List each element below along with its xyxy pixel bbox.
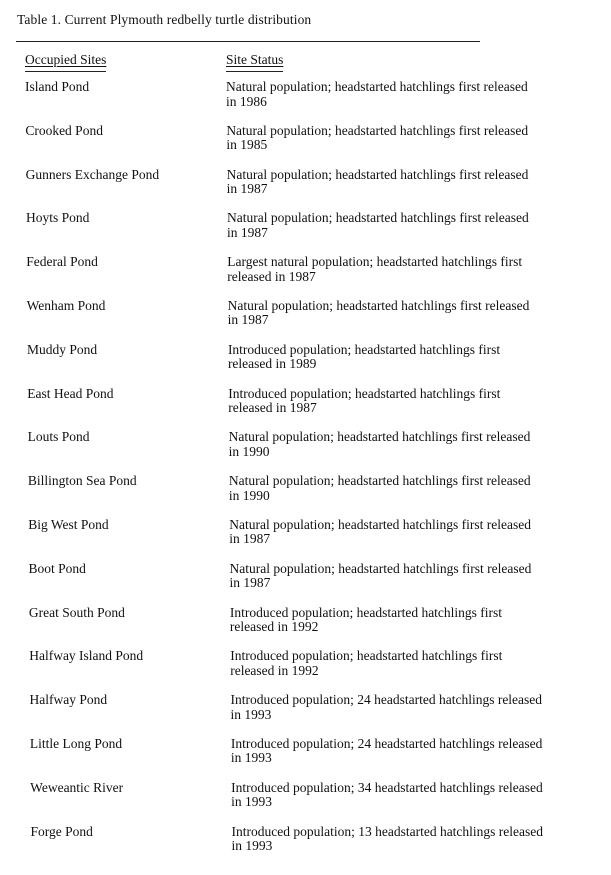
site-status-line: in 1987 bbox=[229, 531, 271, 547]
site-status-line: in 1987 bbox=[229, 575, 271, 591]
site-status bbox=[227, 168, 597, 197]
site-status-line: in 1987 bbox=[226, 224, 268, 240]
table-row bbox=[0, 781, 611, 825]
occupied-site-name: Big West Pond bbox=[28, 516, 109, 532]
site-status-line: in 1993 bbox=[230, 706, 272, 722]
occupied-site-name: Federal Pond bbox=[26, 254, 98, 270]
site-status-line: Introduced population; 24 headstarted hatchlings released bbox=[230, 692, 543, 708]
occupied-site-name: Forge Pond bbox=[30, 823, 93, 839]
site-status-line: Introduced population; 34 headstarted hatchlings released bbox=[231, 779, 543, 795]
table-row bbox=[0, 649, 611, 693]
occupied-site-name: Halfway Pond bbox=[29, 692, 108, 708]
occupied-site-name: Hoyts Pond bbox=[25, 210, 90, 226]
column-header-occupied-sites: Occupied Sites bbox=[25, 52, 107, 67]
site-status-line: released in 1992 bbox=[230, 662, 319, 678]
site-status bbox=[227, 255, 597, 284]
site-status bbox=[228, 299, 598, 328]
site-status-line: Natural population; headstarted hatchlings first released bbox=[226, 122, 529, 138]
site-status-line: Introduced population; 13 headstarted hatchlings released bbox=[231, 823, 544, 839]
site-status-line: Natural population; headstarted hatchlings first released bbox=[229, 560, 532, 576]
table-row bbox=[0, 387, 611, 431]
occupied-site-name: East Head Pond bbox=[27, 385, 114, 401]
occupied-site-name: Boot Pond bbox=[28, 560, 86, 576]
table-row bbox=[0, 430, 611, 474]
table-row bbox=[0, 562, 611, 606]
site-status-line: Natural population; headstarted hatchlings first released bbox=[226, 166, 529, 182]
site-status-line: in 1987 bbox=[226, 181, 268, 197]
occupied-site-name: Weweantic River bbox=[30, 779, 124, 795]
table-top-rule bbox=[16, 41, 480, 42]
site-status-line: Introduced population; headstarted hatchlings first bbox=[228, 385, 501, 401]
table-row bbox=[0, 255, 611, 299]
table-row bbox=[0, 518, 611, 562]
site-status-line: Introduced population; 24 headstarted hatchlings released bbox=[230, 735, 543, 751]
site-status-line: released in 1989 bbox=[227, 356, 317, 372]
occupied-site-name: Crooked Pond bbox=[25, 122, 103, 138]
site-status-line: in 1990 bbox=[228, 487, 270, 503]
site-status-line: Natural population; headstarted hatchlings first released bbox=[226, 79, 528, 94]
table-row bbox=[0, 124, 611, 168]
table-row bbox=[0, 825, 611, 869]
occupied-site-name: Louts Pond bbox=[27, 429, 90, 445]
site-status-line: released in 1992 bbox=[229, 619, 319, 635]
occupied-site-name: Billington Sea Pond bbox=[27, 473, 137, 489]
site-status bbox=[229, 430, 599, 459]
occupied-site-name: Gunners Exchange Pond bbox=[25, 166, 160, 182]
site-status-line: Natural population; headstarted hatchlings first released bbox=[226, 210, 529, 226]
site-status-line: released in 1987 bbox=[228, 400, 317, 416]
site-status-line: Largest natural population; headstarted hatchlings first bbox=[227, 254, 523, 270]
table-row bbox=[0, 737, 611, 781]
site-status bbox=[230, 606, 600, 635]
table-row bbox=[0, 606, 611, 650]
site-status bbox=[227, 211, 597, 240]
site-status bbox=[231, 781, 601, 810]
site-status bbox=[228, 387, 598, 416]
site-status-line: in 1990 bbox=[228, 443, 270, 459]
table-row bbox=[0, 343, 611, 387]
table-row bbox=[0, 211, 611, 255]
column-header-site-status: Site Status bbox=[226, 52, 284, 67]
occupied-site-name: Island Pond bbox=[25, 79, 90, 94]
site-status bbox=[232, 825, 602, 854]
site-status-line: Natural population; headstarted hatchlings first released bbox=[227, 297, 530, 313]
table-row bbox=[0, 474, 611, 518]
site-status-line: Natural population; headstarted hatchlings first released bbox=[228, 429, 531, 445]
site-status bbox=[229, 518, 599, 547]
site-status-line: Introduced population; headstarted hatchlings first bbox=[227, 341, 501, 357]
table-title: Table 1. Current Plymouth redbelly turtle distribution bbox=[17, 12, 312, 27]
site-status-line: in 1993 bbox=[231, 838, 273, 854]
site-status bbox=[230, 649, 600, 678]
site-status-line: in 1993 bbox=[230, 750, 272, 766]
site-status-line: released in 1987 bbox=[227, 268, 316, 284]
occupied-site-name: Great South Pond bbox=[28, 604, 125, 620]
occupied-site-name: Little Long Pond bbox=[29, 735, 123, 751]
site-status-line: Introduced population; headstarted hatchlings first bbox=[229, 604, 503, 620]
site-status-line: Introduced population; headstarted hatchlings first bbox=[230, 648, 503, 664]
site-status-line: Natural population; headstarted hatchlings first released bbox=[228, 473, 531, 489]
site-status bbox=[231, 693, 601, 722]
site-status bbox=[231, 737, 601, 766]
site-status bbox=[230, 562, 600, 591]
occupied-site-name: Muddy Pond bbox=[26, 341, 98, 357]
occupied-site-name: Halfway Island Pond bbox=[29, 648, 144, 664]
site-status bbox=[228, 343, 598, 372]
site-status-line: in 1985 bbox=[226, 137, 268, 153]
site-status-line: in 1987 bbox=[227, 312, 269, 328]
table-row bbox=[0, 168, 611, 212]
table-row bbox=[0, 80, 611, 124]
site-status-line: in 1986 bbox=[226, 93, 267, 109]
table-body bbox=[0, 80, 611, 868]
table-row bbox=[0, 299, 611, 343]
site-status-line: in 1993 bbox=[231, 794, 273, 810]
table-row bbox=[0, 693, 611, 737]
site-status bbox=[226, 80, 596, 109]
site-status bbox=[229, 474, 599, 503]
site-status bbox=[226, 124, 596, 153]
occupied-site-name: Wenham Pond bbox=[26, 297, 106, 313]
site-status-line: Natural population; headstarted hatchlings first released bbox=[229, 516, 532, 532]
